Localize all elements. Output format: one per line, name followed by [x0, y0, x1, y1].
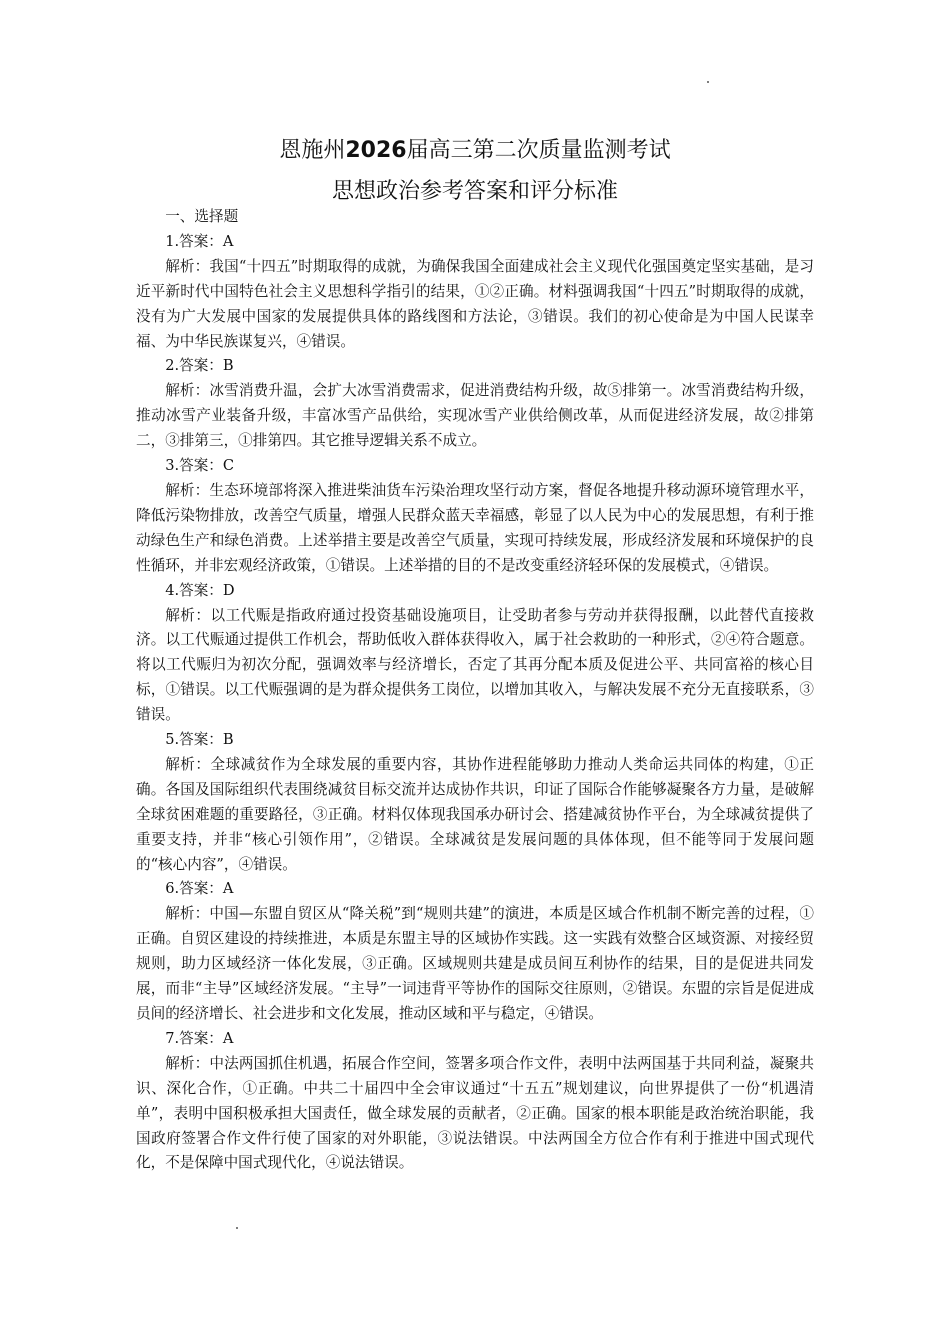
exam-subtitle: 思想政治参考答案和评分标准: [331, 179, 618, 204]
answer-line-1: 1.答案：A: [165, 232, 234, 250]
answer-line-4: 4.答案：D: [165, 581, 235, 599]
answer-line-5: 5.答案：B: [165, 731, 234, 749]
title-suffix: 届高三第二次质量监测考试: [406, 138, 671, 163]
exam-title: [0, 133, 950, 164]
analysis-paragraph-1: 解析：我国“十四五”时期取得的成就，为确保我国全面建成社会主义现代化强国奠定坚实基础，是习近平新时代中国特色社会主义思想科学指引的结果，①②正确。材料强调我国“十四五”时期取得的成就，没有为广大发展中国家的发展提供具体的路线图和方法论，③错误。我们的初心使命是为中国人民谋幸福、为中华民族谋复兴，④错误。: [136, 257, 814, 350]
answer-line-3: 3.答案：C: [165, 457, 235, 475]
analysis-paragraph-7: 解析：中法两国抓住机遇，拓展合作空间，签署多项合作文件，表明中法两国基于共同利益，凝聚共识、深化合作，①正确。中共二十届四中全会审议通过“十五五”规划建议，向世界提供了一份“机遇清单”，表明中国积极承担大国责任，做全球发展的贡献者，②正确。国家的根本职能是政治统治职能，我国政府签署合作文件行使了国家的对外职能，③说法错误。中法两国全方位合作有利于推进中国式现代化，不是保障中国式现代化，④说法错误。: [136, 1054, 814, 1172]
analysis-paragraph-4: 解析：以工代赈是指政府通过投资基础设施项目，让受助者参与劳动并获得报酬，以此替代直接救济。以工代赈通过提供工作机会，帮助低收入群体获得收入，属于社会救助的一种形式，②④符合题意。将以工代赈归为初次分配，强调效率与经济增长，否定了其再分配本质及促进公平、共同富裕的核心目标，①错误。以工代赈强调的是为群众提供务工岗位，以增加其收入，与解决发展不充分无直接联系，③错误。: [136, 606, 814, 724]
title-year: 2026: [345, 138, 407, 163]
answer-content: [136, 205, 814, 1176]
scan-dot-mark-bottom: [236, 1227, 238, 1229]
section-heading: 一、选择题: [165, 208, 239, 225]
analysis-paragraph-2: 解析：冰雪消费升温，会扩大冰雪消费需求，促进消费结构升级，故⑤排第一。冰雪消费结构升级，推动冰雪产业装备升级，丰富冰雪产品供给，实现冰雪产业供给侧改革，从而促进经济发展，故②排第二，③排第三，①排第四。其它推导逻辑关系不成立。: [136, 382, 814, 450]
analysis-paragraph-5: 解析：全球减贫作为全球发展的重要内容，其协作进程能够助力推动人类命运共同体的构建，①正确。各国及国际组织代表围绕减贫目标交流并达成协作共识，印证了国际合作能够凝聚各方力量，是破解全球贫困难题的重要路径，③正确。材料仅体现我国承办研讨会、搭建减贫协作平台，为全球减贫提供了重要支持，并非“核心引领作用”，②错误。全球减贫是发展问题的具体体现，但不能等同于发展问题的“核心内容”，④错误。: [136, 755, 814, 873]
answer-line-6: 6.答案：A: [165, 880, 234, 898]
title-prefix: 恩施州: [279, 138, 346, 163]
answer-line-2: 2.答案：B: [165, 357, 234, 375]
scan-dot-mark: [707, 81, 709, 83]
analysis-paragraph-3: 解析：生态环境部将深入推进柴油货车污染治理攻坚行动方案，督促各地提升移动源环境管理水平，降低污染物排放，改善空气质量，增强人民群众蓝天幸福感，彰显了以人民为中心的发展思想，有利于推动绿色生产和绿色消费。上述举措主要是改善空气质量，实现可持续发展，形成经济发展和环境保护的良性循环，并非宏观经济政策，①错误。上述举措的目的不是改变重经济轻环保的发展模式，④错误。: [136, 481, 814, 574]
analysis-paragraph-6: 解析：中国—东盟自贸区从“降关税”到“规则共建”的演进，本质是区域合作机制不断完善的过程，①正确。自贸区建设的持续推进，本质是东盟主导的区域协作实践。这一实践有效整合区域资源、对接经贸规则，助力区域经济一体化发展，③正确。区域规则共建是成员间互利协作的结果，目的是促进共同发展，而非“主导”区域经济发展。“主导”一词违背平等协作的国际交往原则，②错误。东盟的宗旨是促进成员间的经济增长、社会进步和文化发展，推动区域和平与稳定，④错误。: [136, 905, 814, 1022]
answer-line-7: 7.答案：A: [165, 1029, 234, 1047]
